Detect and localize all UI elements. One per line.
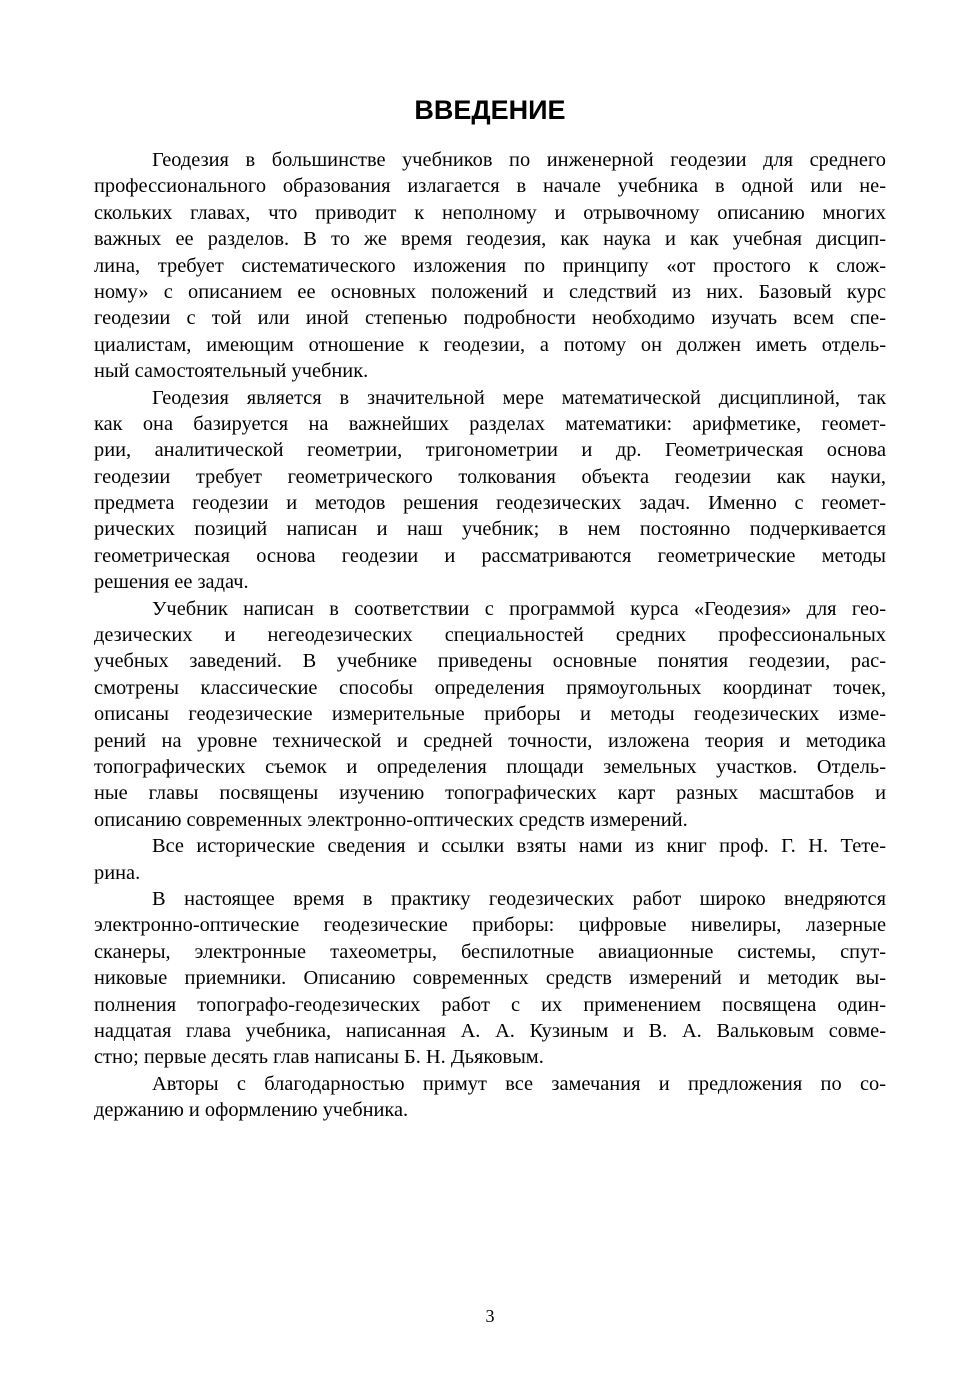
text-line: Авторы с благодарностью примут все замечания и предложения по со-	[152, 1072, 886, 1095]
text-line: учебных заведений. В учебнике приведены основные понятия геодезии, рас-	[94, 650, 886, 673]
text-line: никовые приемники. Описанию современных средств измерений и методик вы-	[94, 967, 886, 990]
text-line: рина.	[94, 861, 141, 884]
text-line: дезических и негеодезических специальностей средних профессиональных	[94, 624, 886, 647]
text-line: геодезии требует геометрического толкования объекта геодезии как науки,	[94, 465, 886, 488]
text-line: описанию современных электронно-оптических средств измерений.	[94, 808, 688, 831]
text-line: полнения топографо-геодезических работ с их применением посвящена один-	[94, 993, 886, 1016]
paragraph-3	[94, 596, 886, 834]
text-line: надцатая глава учебника, написанная А. А. Кузиным и В. А. Вальковым совме-	[94, 1019, 886, 1042]
paragraph-2	[94, 385, 886, 596]
paragraph-5	[94, 886, 886, 1071]
text-line: рических позиций написан и наш учебник; в нем постоянно подчеркивается	[94, 518, 886, 541]
text-line: смотрены классические способы определения прямоугольных координат точек,	[94, 676, 886, 699]
text-line: В настоящее время в практику геодезических работ широко внедряются	[152, 887, 886, 910]
text-line: профессионального образования излагается в начале учебника в одной или не-	[94, 175, 886, 198]
text-line: решения ее задач.	[94, 571, 249, 594]
text-line: описаны геодезические измерительные приборы и методы геодезических изме-	[94, 703, 886, 726]
text-line: сканеры, электронные тахеометры, беспилотные авиационные системы, спут-	[94, 940, 886, 963]
text-line: предмета геодезии и методов решения геодезических задач. Именно с геомет-	[94, 492, 886, 515]
text-line: топографических съемок и определения площади земельных участков. Отдель-	[94, 755, 886, 778]
text-line: Геодезия является в значительной мере математической дисциплиной, так	[152, 386, 886, 409]
text-line: ный самостоятельный учебник.	[94, 360, 369, 383]
text-line: важных ее разделов. В то же время геодезия, как наука и как учебная дисцип-	[94, 228, 886, 251]
text-line: циалистам, имеющим отношение к геодезии, а потому он должен иметь отдель-	[94, 333, 886, 356]
text-line: рений на уровне технической и средней точности, изложена теория и методика	[94, 729, 886, 752]
page-title: ВВЕДЕНИЕ	[414, 95, 566, 125]
text-line: стно; первые десять глав написаны Б. Н. Дьяковым.	[94, 1046, 544, 1069]
paragraph-6	[94, 1071, 886, 1124]
text-line: скольких главах, что приводит к неполному и отрывочному описанию многих	[94, 201, 886, 224]
paragraph-1	[94, 147, 886, 385]
text-line: Все исторические сведения и ссылки взяты нами из книг проф. Г. Н. Тете-	[152, 835, 886, 858]
text-line: держанию и оформлению учебника.	[94, 1099, 409, 1122]
text-line: Геодезия в большинстве учебников по инженерной геодезии для среднего	[152, 149, 886, 171]
paragraph-4	[94, 833, 886, 886]
text-line: Учебник написан в соответствии с программой курса «Геодезия» для гео-	[152, 597, 886, 620]
text-line: электронно-оптические геодезические приборы: цифровые нивелиры, лазерные	[94, 914, 886, 937]
text-line: ному» с описанием ее основных положений и следствий из них. Базовый курс	[94, 280, 886, 303]
text-line: ные главы посвящены изучению топографических карт разных масштабов и	[94, 782, 886, 805]
text-line: геометрическая основа геодезии и рассматриваются геометрические методы	[94, 544, 886, 567]
text-line: лина, требует систематического изложения по принципу «от простого к слож-	[94, 254, 886, 277]
text-line: геодезии с той или иной степенью подробности необходимо изучать всем спе-	[94, 307, 886, 330]
page-number: 3	[485, 1306, 495, 1326]
body-text	[94, 147, 886, 1123]
text-line: рии, аналитической геометрии, тригонометрии и др. Геометрическая основа	[94, 439, 886, 462]
text-line: как она базируется на важнейших разделах математики: арифметике, геомет-	[94, 412, 886, 435]
